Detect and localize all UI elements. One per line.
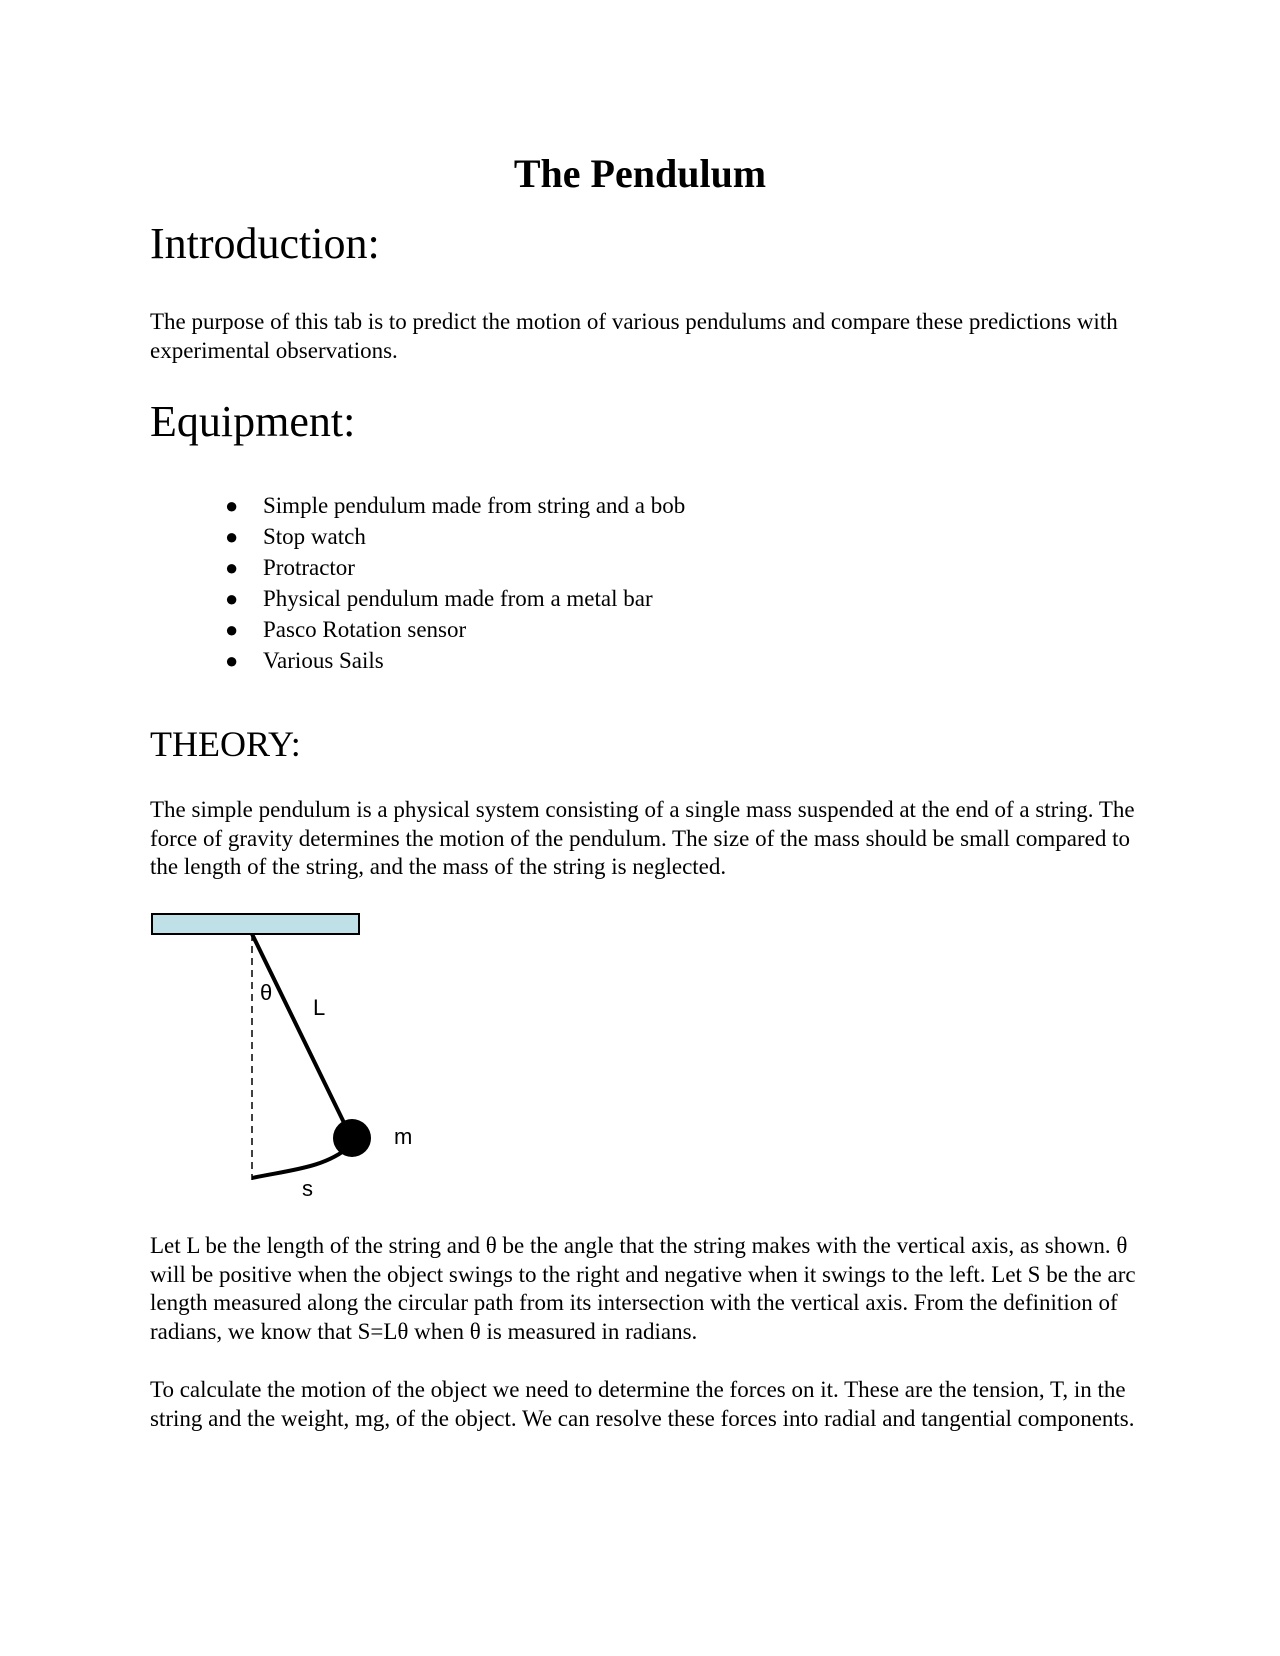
- bullet-icon: ●: [225, 586, 239, 611]
- list-item: ● Various Sails: [225, 645, 685, 676]
- equipment-heading: Equipment:: [150, 397, 356, 446]
- bullet-icon: ●: [225, 524, 239, 549]
- length-label: L: [313, 995, 326, 1020]
- mass-label: m: [394, 1124, 413, 1149]
- theory-heading: THEORY:: [150, 724, 301, 764]
- pendulum-bob: [333, 1119, 371, 1157]
- list-item: ● Simple pendulum made from string and a bob: [225, 490, 685, 521]
- list-item: ● Stop watch: [225, 521, 685, 552]
- arc-path: [252, 1146, 350, 1178]
- theory-paragraph-3: To calculate the motion of the object we need to determine the forces on it. These are the tension, T, in the string and the weight, mg, of the object. We can resolve these forces into radial and tangential components.: [150, 1377, 1135, 1431]
- theta-label: θ: [260, 980, 273, 1005]
- bullet-icon: ●: [225, 648, 239, 673]
- bullet-icon: ●: [225, 617, 239, 642]
- bullet-icon: ●: [225, 555, 239, 580]
- pendulum-diagram: [140, 900, 440, 1210]
- list-item: ● Protractor: [225, 552, 685, 583]
- introduction-heading: Introduction:: [150, 219, 380, 268]
- theory-paragraph-2: Let L be the length of the string and θ be the angle that the string makes with the vertical axis, as shown. θ will be positive when the object swings to the right and negative when it swings to the left. Let S be the arc length measured along the circular path from its intersection with the vertical axis. From the definition of radians, we know that S=Lθ when θ is measured in radians.: [150, 1233, 1136, 1344]
- pendulum-string: [252, 934, 350, 1135]
- list-item: ● Pasco Rotation sensor: [225, 614, 685, 645]
- bullet-icon: ●: [225, 493, 239, 518]
- theory-paragraph-1: The simple pendulum is a physical system consisting of a single mass suspended at the end of a string. The force of gravity determines the motion of the pendulum. The size of the mass should be small compared to the length of the string, and the mass of the string is neglected.: [150, 797, 1135, 879]
- list-item: ● Physical pendulum made from a metal bar: [225, 583, 685, 614]
- introduction-text: The purpose of this tab is to predict the motion of various pendulums and compare these predictions with experimental observations.: [150, 309, 1118, 363]
- equipment-list: [225, 490, 685, 676]
- arc-label: s: [302, 1176, 313, 1201]
- pendulum-support: [152, 914, 359, 934]
- page-title: The Pendulum: [513, 151, 767, 196]
